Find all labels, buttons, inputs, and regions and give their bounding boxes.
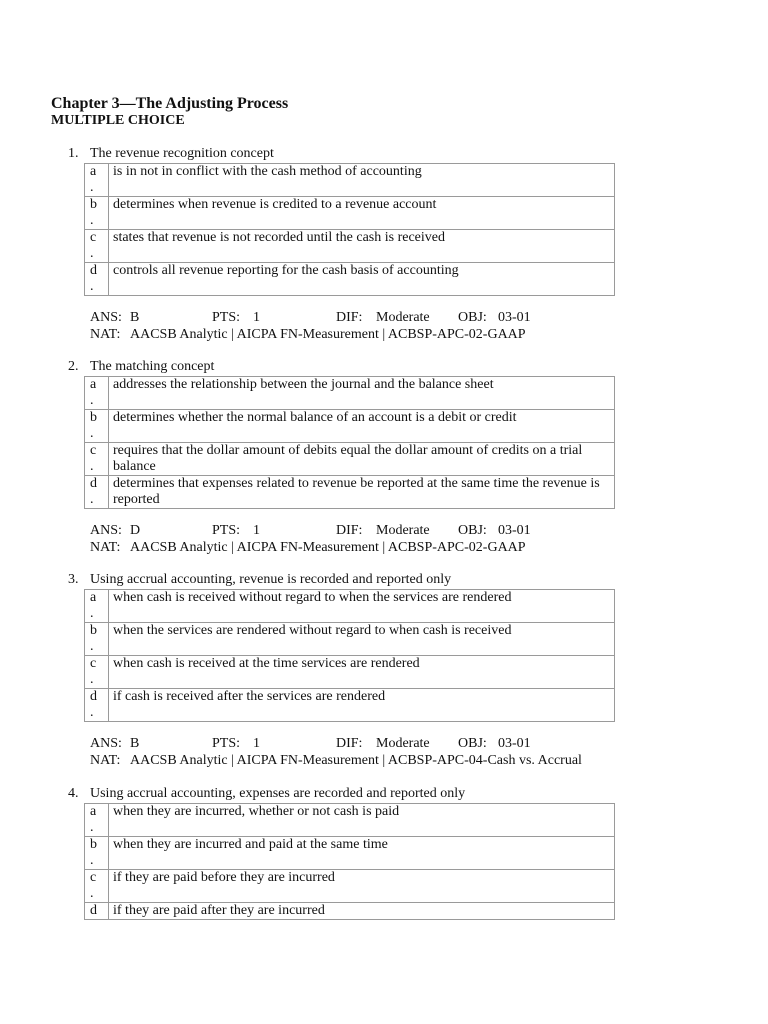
option-row bbox=[85, 263, 615, 296]
option-letter: a . bbox=[85, 377, 109, 410]
option-text: determines whether the normal balance of an account is a debit or credit bbox=[109, 410, 615, 443]
dif-value: Moderate bbox=[376, 310, 430, 325]
obj-value: 03-01 bbox=[498, 523, 531, 538]
option-row bbox=[85, 230, 615, 263]
option-letter: b . bbox=[85, 837, 109, 870]
option-letter: b . bbox=[85, 197, 109, 230]
option-row bbox=[85, 443, 615, 476]
options-table bbox=[84, 163, 615, 296]
dif-label: DIF: bbox=[336, 310, 363, 325]
option-row bbox=[85, 164, 615, 197]
option-letter: c . bbox=[85, 656, 109, 689]
question-number: 4. bbox=[68, 786, 79, 801]
option-row bbox=[85, 377, 615, 410]
pts-value: 1 bbox=[253, 523, 260, 538]
option-letter: a . bbox=[85, 804, 109, 837]
pts-label: PTS: bbox=[212, 523, 241, 538]
chapter-title: Chapter 3—The Adjusting Process bbox=[51, 95, 289, 112]
ans-label: ANS: bbox=[90, 523, 122, 538]
option-letter: b . bbox=[85, 623, 109, 656]
nat-label: NAT: bbox=[90, 540, 121, 555]
ans-value: D bbox=[130, 523, 141, 538]
dif-value: Moderate bbox=[376, 736, 430, 751]
option-text: when they are incurred and paid at the same time bbox=[109, 837, 615, 870]
pts-label: PTS: bbox=[212, 736, 241, 751]
question-stem bbox=[68, 785, 465, 802]
option-text: is in not in conflict with the cash method of accounting bbox=[109, 164, 615, 197]
question-stem bbox=[68, 571, 451, 588]
question-stem bbox=[68, 145, 274, 162]
question-text: The revenue recognition concept bbox=[90, 146, 274, 161]
section-title: MULTIPLE CHOICE bbox=[51, 113, 185, 128]
option-letter: b . bbox=[85, 410, 109, 443]
ans-value: B bbox=[130, 310, 140, 325]
dif-label: DIF: bbox=[336, 523, 363, 538]
obj-label: OBJ: bbox=[458, 523, 487, 538]
option-row bbox=[85, 837, 615, 870]
options-table bbox=[84, 589, 615, 722]
ans-value: B bbox=[130, 736, 140, 751]
option-row bbox=[85, 476, 615, 509]
nat-value: AACSB Analytic | AICPA FN-Measurement | ACBSP-APC-02-GAAP bbox=[130, 327, 526, 342]
option-row bbox=[85, 903, 615, 920]
dif-value: Moderate bbox=[376, 523, 430, 538]
option-text: determines that expenses related to revenue be reported at the same time the revenue is reported bbox=[109, 476, 615, 509]
option-text: determines when revenue is credited to a revenue account bbox=[109, 197, 615, 230]
nat-label: NAT: bbox=[90, 753, 121, 768]
option-letter: c . bbox=[85, 443, 109, 476]
pts-value: 1 bbox=[253, 310, 260, 325]
nat-label: NAT: bbox=[90, 327, 121, 342]
question-text: Using accrual accounting, expenses are recorded and reported only bbox=[90, 786, 466, 801]
obj-label: OBJ: bbox=[458, 310, 487, 325]
option-letter: d . bbox=[85, 689, 109, 722]
option-letter: c . bbox=[85, 230, 109, 263]
option-row bbox=[85, 656, 615, 689]
question-stem bbox=[68, 358, 214, 375]
options-table bbox=[84, 376, 615, 509]
option-text: if they are paid before they are incurred bbox=[109, 870, 615, 903]
option-row bbox=[85, 623, 615, 656]
option-letter: c . bbox=[85, 870, 109, 903]
option-row bbox=[85, 870, 615, 903]
option-letter: a . bbox=[85, 590, 109, 623]
option-text: controls all revenue reporting for the cash basis of accounting bbox=[109, 263, 615, 296]
option-text: addresses the relationship between the journal and the balance sheet bbox=[109, 377, 615, 410]
pts-label: PTS: bbox=[212, 310, 241, 325]
option-row bbox=[85, 590, 615, 623]
option-text: when the services are rendered without regard to when cash is received bbox=[109, 623, 615, 656]
nat-value: AACSB Analytic | AICPA FN-Measurement | ACBSP-APC-02-GAAP bbox=[130, 540, 526, 555]
option-text: if they are paid after they are incurred bbox=[109, 903, 615, 920]
nat-value: AACSB Analytic | AICPA FN-Measurement | ACBSP-APC-04-Cash vs. Accrual bbox=[130, 753, 582, 768]
option-row bbox=[85, 689, 615, 722]
option-text: requires that the dollar amount of debits equal the dollar amount of credits on a trial balance bbox=[109, 443, 615, 476]
option-text: when cash is received at the time services are rendered bbox=[109, 656, 615, 689]
option-letter: a . bbox=[85, 164, 109, 197]
question-number: 2. bbox=[68, 359, 79, 374]
question-number: 3. bbox=[68, 572, 79, 587]
dif-label: DIF: bbox=[336, 736, 363, 751]
question-number: 1. bbox=[68, 146, 79, 161]
option-row bbox=[85, 410, 615, 443]
option-row bbox=[85, 197, 615, 230]
question-text: Using accrual accounting, revenue is recorded and reported only bbox=[90, 572, 452, 587]
options-table bbox=[84, 803, 615, 920]
option-text: when cash is received without regard to when the services are rendered bbox=[109, 590, 615, 623]
option-row bbox=[85, 804, 615, 837]
option-letter: d bbox=[85, 903, 109, 920]
option-text: states that revenue is not recorded until the cash is received bbox=[109, 230, 615, 263]
pts-value: 1 bbox=[253, 736, 260, 751]
obj-value: 03-01 bbox=[498, 310, 531, 325]
option-text: when they are incurred, whether or not cash is paid bbox=[109, 804, 615, 837]
ans-label: ANS: bbox=[90, 736, 122, 751]
question-text: The matching concept bbox=[90, 359, 215, 374]
option-letter: d . bbox=[85, 263, 109, 296]
option-letter: d . bbox=[85, 476, 109, 509]
ans-label: ANS: bbox=[90, 310, 122, 325]
obj-label: OBJ: bbox=[458, 736, 487, 751]
option-text: if cash is received after the services are rendered bbox=[109, 689, 615, 722]
obj-value: 03-01 bbox=[498, 736, 531, 751]
